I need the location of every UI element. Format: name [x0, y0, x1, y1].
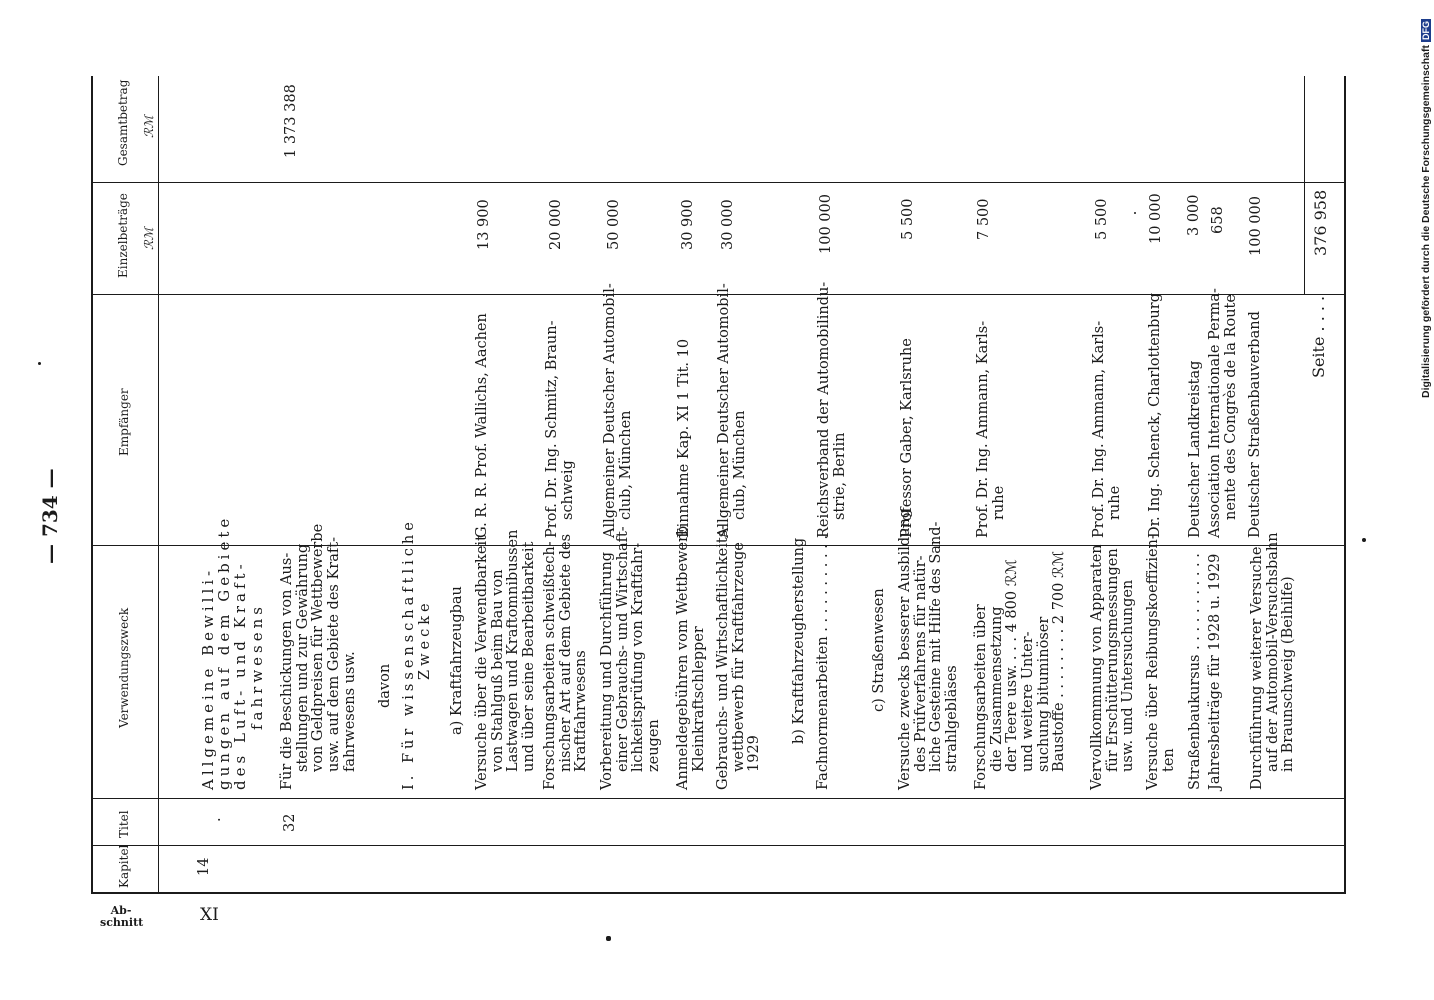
entry-purpose — [816, 535, 832, 790]
entry-purpose-line: Forschungsarbeiten schweißtech- — [542, 541, 558, 790]
entry-purpose-line: für Erschütterungsmessungen — [1104, 548, 1121, 772]
scan-speck — [1362, 538, 1366, 542]
entry-purpose — [475, 530, 538, 790]
rule-col-titel — [91, 845, 1344, 846]
group-label-b — [792, 538, 808, 744]
header-gesamtbetrag-unit — [142, 116, 156, 138]
entry-amount — [818, 194, 834, 254]
page-number-dash-left: — — [38, 537, 62, 564]
entry-purpose — [543, 534, 590, 790]
entry-purpose-line: ten — [1160, 748, 1177, 772]
group-label-c — [872, 588, 888, 712]
header-gesamtbetrag-unit-label: ℛℳ — [142, 115, 156, 138]
entry-amount — [476, 199, 492, 250]
entry-amount-text: 7 500 — [976, 198, 992, 240]
kapitel-value — [196, 858, 212, 876]
scan-speck — [1134, 212, 1136, 214]
entry-purpose-line: des Prüfverfahrens für natür- — [912, 555, 929, 772]
entry-purpose-line: Forschungsarbeiten über — [973, 604, 989, 790]
entry-recipient-line: ruhe — [1106, 485, 1123, 520]
rule-footer-separator — [1304, 76, 1305, 294]
entry-purpose-line: auf der Automobil-Versuchsbahn — [1264, 532, 1281, 772]
entry-recipient — [1208, 288, 1239, 538]
header-kapitel-label: Kapitel — [117, 844, 131, 888]
footer-label — [1310, 296, 1327, 378]
entry-purpose — [1090, 544, 1137, 790]
rule-col-zweck — [91, 798, 1344, 799]
page-number — [38, 460, 66, 570]
entry-amount-text: 50 000 — [606, 199, 622, 250]
entry-purpose — [1208, 554, 1224, 790]
section-heading-line: des Luft- und Kraft- — [231, 560, 250, 790]
entry-recipient-line: Dr. Ing. Schenck, Charlottenburg — [1147, 293, 1163, 538]
entry-purpose-line: Fachnormenarbeiten . . . . . . . . . . . — [815, 534, 831, 790]
entry-purpose-line: in Braunschweig (Beihilfe) — [1280, 576, 1297, 772]
digitization-note — [1420, 19, 1432, 398]
entry-recipient-line: Reichsverband der Automobilindu- — [816, 281, 832, 538]
entry-recipient-line: Deutscher Straßenbauverband — [1247, 311, 1263, 538]
scan-speck — [606, 936, 611, 941]
header-einzelbetraege — [116, 193, 130, 278]
section-heading — [200, 515, 265, 790]
entry-amount — [680, 199, 696, 250]
title32-purpose — [280, 524, 358, 790]
footer-sum-text: 376 958 — [1311, 189, 1330, 256]
footer-sum — [1311, 190, 1330, 256]
entry-amount-text: 30 000 — [720, 199, 736, 250]
davon-label — [378, 664, 394, 708]
entry-amount-text: 5 500 — [1094, 198, 1110, 240]
entry-purpose-line: Kleinkraftschlepper — [690, 626, 707, 772]
entry-purpose-line: usw. und Untersuchungen — [1120, 579, 1137, 772]
entry-recipient-line: Allgemeiner Deutscher Automobil- — [602, 283, 618, 538]
entry-recipient-line: Professor Gaber, Karlsruhe — [899, 338, 915, 538]
rule-col-gesamt — [91, 182, 1344, 183]
entry-recipient — [677, 339, 693, 538]
entry-purpose-line: Lastwagen und Kraftomnibussen — [505, 529, 522, 772]
abschnitt-value — [200, 905, 219, 925]
group-label-a-text: a) Kraftfahrzeugbau — [449, 586, 465, 735]
entry-purpose-line: von Stahlguß beim Bau von — [489, 569, 506, 772]
davon-text: davon — [377, 663, 393, 708]
entry-recipient-line: Prof. Dr. Ing. Ammann, Karls- — [1091, 320, 1107, 538]
entry-recipient — [1092, 321, 1123, 538]
entry-purpose-line: Versuche über die Verwendbarkeit — [474, 535, 490, 790]
entry-amount-text: 10 000 — [1148, 193, 1164, 244]
entry-recipient — [900, 338, 916, 538]
title32-purpose-line: stellungen und zur Gewährung — [294, 543, 311, 772]
entry-amount — [1210, 206, 1226, 234]
header-einzelbetraege-unit-label: ℛℳ — [142, 227, 156, 250]
titel-dot-text: . — [208, 817, 224, 822]
title32-purpose-line: Für die Beschickungen von Aus- — [279, 552, 295, 790]
entry-purpose-line: Vorbereitung und Durchführung — [599, 551, 615, 790]
entry-purpose-line: Anmeldegebühren vom Wettbewerb — [675, 525, 691, 790]
section-heading-line: Allgemeine Bewilli- — [199, 566, 217, 790]
page-number-dash-right: — — [38, 468, 62, 496]
entry-purpose — [1188, 553, 1204, 790]
rule-header-bottom — [158, 76, 159, 894]
kapitel-value-text: 14 — [196, 857, 212, 876]
entry-recipient-line: Prof. Dr. Ing. Schmitz, Braun- — [544, 320, 560, 538]
entry-amount-text: 13 900 — [476, 199, 492, 250]
entry-amount-text: 3 000 — [1186, 194, 1202, 236]
entry-amount — [976, 198, 992, 240]
entry-purpose-line: zeugen — [645, 719, 662, 772]
section-heading-line: fahrwesens — [247, 603, 266, 730]
entry-purpose — [716, 525, 763, 790]
entry-purpose-line: Gebrauchs- und Wirtschaftlichkeits- — [715, 524, 731, 790]
footer-label-text: Seite . . . . — [1309, 295, 1328, 378]
header-verwendungszweck — [117, 608, 131, 728]
entry-purpose-line: Straßenbaukursus . . . . . . . . . . . — [1187, 553, 1203, 790]
entry-purpose — [1146, 534, 1177, 790]
header-titel — [117, 810, 131, 838]
digitization-note-text: Digitalisierung gefördert durch die Deutsche Forschungsgemeinschaft — [1420, 45, 1432, 398]
entry-recipient-line: Einnahme Kap. XI 1 Tit. 10 — [676, 338, 692, 538]
entry-recipient — [603, 283, 634, 538]
entry-amount-text: 100 000 — [1248, 196, 1264, 256]
entry-amount — [1094, 198, 1110, 240]
entry-recipient-line: Deutscher Landkreistag — [1187, 360, 1203, 538]
header-einzelbetraege-unit — [142, 228, 156, 250]
header-gesamtbetrag — [116, 80, 130, 166]
entry-recipient-line: G. R. R. Prof. Wallichs, Aachen — [474, 313, 490, 538]
header-empfaenger-label: Empfänger — [117, 388, 131, 456]
entry-purpose-line: die Zusammensetzung — [988, 606, 1005, 772]
subheading-line: Zwecke — [416, 599, 433, 680]
entry-purpose-line: wettbewerb für Kraftfahrzeuge — [730, 542, 747, 772]
entry-amount — [900, 198, 916, 240]
entry-purpose-line: Vervollkommnung von Apparaten — [1089, 544, 1105, 790]
group-label-c-text: c) Straßenwesen — [871, 588, 887, 712]
entry-amount-text: 100 000 — [818, 194, 834, 254]
entry-amount-text: 20 000 — [548, 199, 564, 250]
title32-total-text: 1 373 388 — [283, 84, 299, 158]
entry-purpose — [898, 509, 961, 790]
entry-amount — [606, 199, 622, 250]
entry-purpose — [974, 551, 1068, 790]
group-label-b-text: b) Kraftfahrzeugherstellung — [791, 537, 807, 744]
entry-recipient-line: schweig — [559, 460, 576, 520]
title32-total — [283, 84, 299, 158]
entry-amount — [1148, 193, 1164, 244]
entry-recipient-line: club, München — [731, 410, 748, 520]
rule-col-kapitel — [91, 892, 1344, 894]
entry-recipient — [717, 283, 748, 538]
section-heading-line: gungen auf dem Gebiete — [215, 514, 234, 790]
header-abschnitt-label: Ab- schnitt — [100, 904, 144, 930]
title32-number-text: 32 — [282, 813, 298, 832]
rule-top-outer — [91, 76, 93, 894]
title32-purpose-line: von Geldpreisen für Wettbewerbe — [310, 523, 327, 772]
entry-recipient-line: Allgemeiner Deutscher Automobil- — [716, 283, 732, 538]
entry-recipient — [976, 321, 1007, 538]
entry-recipient-line: strie, Berlin — [831, 432, 848, 520]
entry-purpose-line: suchung bituminöser — [1035, 616, 1052, 772]
titel-dot — [208, 817, 224, 822]
header-verwendungszweck-label: Verwendungszweck — [117, 607, 131, 728]
entry-amount — [720, 199, 736, 250]
group-label-a — [450, 586, 466, 735]
entry-purpose-line: 1929 — [746, 735, 763, 772]
page-number-value: 734 — [38, 495, 62, 538]
rule-bottom-outer — [1344, 76, 1346, 894]
entry-purpose — [676, 526, 707, 790]
entry-purpose-line: Versuche über Reibungskoeffizien- — [1145, 534, 1161, 790]
subheading-wissenschaftlich — [402, 518, 433, 790]
scan-speck — [38, 362, 41, 365]
entry-purpose-line: liche Gesteine mit Hilfe des Sand- — [928, 521, 945, 772]
entry-purpose — [600, 526, 663, 790]
entry-purpose-line: Jahresbeiträge für 1928 u. 1929 — [1207, 553, 1223, 790]
entry-purpose-line: strahlgebläses — [943, 665, 960, 772]
entry-recipient — [817, 282, 848, 538]
entry-recipient-line: Prof. Dr. Ing. Ammann, Karls- — [975, 320, 991, 538]
title32-purpose-line: fahrwesens usw. — [341, 651, 358, 772]
entry-purpose — [1250, 532, 1297, 790]
entry-purpose-line: lichkeitsprüfung von Kraftfahr- — [630, 542, 647, 772]
entry-purpose-line: einer Gebrauchs- und Wirtschaft- — [614, 526, 631, 772]
subheading-line: I. Für wissenschaftliche — [401, 518, 417, 790]
header-titel-label: Titel — [117, 810, 131, 838]
entry-purpose-line: und über seine Bearbeitbarkeit — [520, 541, 537, 772]
header-gesamtbetrag-label: Gesamtbetrag — [116, 79, 130, 166]
entry-purpose-line: der Teere usw. . . . 4 800 ℛℳ — [1004, 559, 1021, 772]
entry-recipient — [545, 320, 576, 538]
header-empfaenger — [117, 388, 131, 456]
header-abschnitt — [100, 905, 142, 929]
entry-purpose-line: Baustoffe . . . . . . . . 2 700 ℛℳ — [1051, 550, 1068, 772]
entry-amount-text: 5 500 — [900, 198, 916, 240]
entry-purpose-line: Versuche zwecks besserer Ausbildung — [897, 508, 913, 790]
entry-amount-text: 30 900 — [680, 199, 696, 250]
title32-number — [282, 814, 298, 832]
entry-amount — [1186, 194, 1202, 236]
header-kapitel — [117, 845, 131, 888]
header-einzelbetraege-label: Einzelbeträge — [116, 193, 130, 278]
entry-amount-text: 658 — [1210, 206, 1226, 234]
entry-recipient — [475, 313, 491, 538]
entry-amount — [548, 199, 564, 250]
entry-amount — [1248, 196, 1264, 256]
entry-recipient — [1248, 311, 1264, 538]
abschnitt-value-text: XI — [200, 905, 219, 925]
entry-recipient — [1148, 293, 1164, 538]
entry-recipient-line: Association Internationale Perma- — [1207, 288, 1223, 538]
entry-purpose-line: Durchführung weiterer Versuche — [1249, 546, 1265, 790]
entry-purpose-line: und weitere Unter- — [1019, 631, 1036, 772]
entry-recipient-line: club, München — [617, 410, 634, 520]
entry-recipient — [1188, 361, 1204, 538]
entry-purpose-line: nischer Art auf dem Gebiete des — [557, 533, 574, 772]
title32-purpose-line: usw. auf dem Gebiete des Kraft- — [325, 537, 342, 772]
entry-recipient-line: nente des Congrès de la Route — [1222, 294, 1239, 520]
entry-recipient-line: ruhe — [990, 485, 1007, 520]
entry-purpose-line: Kraftfahrwesens — [573, 650, 590, 772]
dfg-logo: DFG — [1421, 21, 1431, 41]
